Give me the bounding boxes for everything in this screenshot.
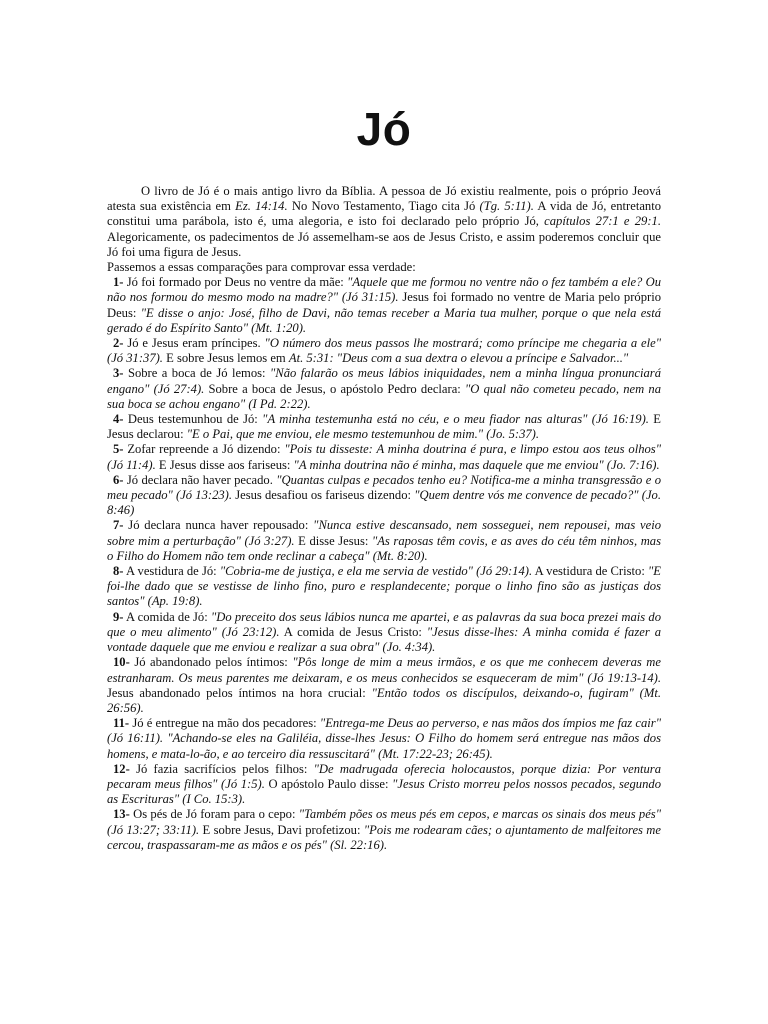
item-text: Jó declara não haver pecado. bbox=[123, 472, 277, 487]
item-quote: "Pois tu disseste: A minha doutrina é pura, e limpo estou aos teus olhos" (Jó 11:4). bbox=[107, 442, 661, 472]
item-quote: "O qual não cometeu pecado, nem na sua boca se achou engano" (I Pd. 2:22). bbox=[107, 381, 661, 411]
item-quote: "Também pões os meus pés em cepos, e marcas os sinais dos meus pés" (Jó 13:27; 33:11). bbox=[107, 807, 661, 837]
comparison-item bbox=[107, 564, 661, 610]
comparison-item bbox=[107, 518, 661, 564]
item-text: A vestidura de Jó: bbox=[123, 564, 220, 579]
item-text: A comida de Jesus Cristo: bbox=[279, 624, 427, 639]
comparison-item bbox=[107, 473, 661, 519]
item-number: 8- bbox=[113, 564, 124, 579]
item-text: Jó fazia sacrifícios pelos filhos: bbox=[129, 761, 314, 776]
item-quote: "E foi-lhe dado que se vestisse de linho fino, puro e resplandecente; porque o linho fino são as justiças dos santos" (Ap. 19:8). bbox=[107, 564, 661, 609]
item-quote: "Pôs longe de mim a meus irmãos, e os que me conhecem deveras me estranharam. Os meus parentes me deixaram, e os meus conhecidos se esqueceram de mim" (Jó 19:13-14). bbox=[107, 655, 661, 685]
comparison-item bbox=[107, 655, 661, 716]
item-quote: "Quantas culpas e pecados tenho eu? Notifica-me a minha transgressão e o meu pecado" (Jó 13:23). bbox=[107, 472, 661, 503]
item-number: 3- bbox=[113, 366, 124, 381]
item-quote: "Do preceito dos seus lábios nunca me apartei, e as palavras da sua boca prezei mais do que o meu alimento" (Jó 23:12). bbox=[107, 609, 661, 639]
item-number: 4- bbox=[113, 412, 124, 427]
item-quote: At. 5:31: "Deus com a sua dextra o elevou a príncipe e Salvador..." bbox=[288, 351, 629, 366]
intro-text: Alegoricamente, os padecimentos de Jó assemelham-se aos de Jesus Cristo, e assim poderemos concluir que Jó foi uma figura de Jesus. bbox=[107, 229, 661, 259]
item-text: Deus testemunhou de Jó: bbox=[123, 412, 263, 427]
comparison-item bbox=[107, 275, 661, 336]
comparison-item bbox=[107, 807, 661, 853]
item-text: Jó declara nunca haver repousado: bbox=[123, 518, 314, 533]
item-quote: "Não falarão os meus lábios iniquidades, nem a minha língua pronunciará engano" (Jó 27:4). bbox=[107, 366, 662, 396]
item-number: 9- bbox=[113, 609, 124, 624]
intro-text: O livro de Jó é o mais antigo livro da Bíblia. A pessoa de Jó existiu realmente, pois o próprio Jeová atesta sua existência em bbox=[107, 184, 661, 214]
item-text: Sobre a boca de Jesus, o apóstolo Pedro declara: bbox=[204, 381, 465, 396]
item-quote: "A minha doutrina não é minha, mas daquele que me enviou" (Jo. 7:16). bbox=[293, 457, 660, 472]
item-quote: "E disse o anjo: José, filho de Davi, não temas receber a Maria tua mulher, porque o que nela está gerado é do Espírito Santo" (Mt. 1:20). bbox=[107, 305, 662, 335]
item-number: 11- bbox=[113, 716, 130, 731]
item-number: 7- bbox=[113, 518, 124, 533]
item-text: Sobre a boca de Jó lemos: bbox=[123, 366, 270, 381]
comparison-list bbox=[107, 275, 661, 853]
item-text: Jó é entregue na mão dos pecadores: bbox=[129, 716, 320, 731]
item-text: A comida de Jó: bbox=[123, 609, 211, 624]
item-text: E disse Jesus: bbox=[294, 533, 372, 548]
intro-text: No Novo Testamento, Tiago cita Jó bbox=[287, 199, 480, 214]
comparison-item bbox=[107, 336, 661, 366]
comparison-item bbox=[107, 610, 661, 656]
item-quote: "O número dos meus passos lhe mostrará; como príncipe me chegaria a ele" (Jó 31:37). bbox=[107, 336, 662, 366]
item-text: Jesus foi formado no ventre de Maria pelo próprio Deus: bbox=[107, 290, 661, 320]
item-quote: "Pois me rodearam cães; o ajuntamento de malfeitores me cercou, traspassaram-me as mãos e os pés" (Sl. 22:16). bbox=[107, 822, 661, 852]
item-quote: "E o Pai, que me enviou, ele mesmo testemunhou de mim." (Jo. 5:37). bbox=[186, 427, 540, 442]
item-text: Jesus desafiou os fariseus dizendo: bbox=[232, 488, 415, 503]
comparison-item bbox=[107, 442, 661, 472]
comparison-item bbox=[107, 412, 661, 442]
item-text: E Jesus declarou: bbox=[107, 412, 661, 442]
item-text: E sobre Jesus, Davi profetizou: bbox=[199, 822, 364, 837]
intro-paragraph bbox=[107, 184, 661, 260]
item-quote: "Achando-se eles na Galiléia, disse-lhes Jesus: O Filho do homem será entregue nas mãos dos homens, e mata-lo-ão, e ao terceiro dia ressuscitará" (Mt. 17:22-23; 26:45). bbox=[107, 731, 661, 761]
item-text: Jó abandonado pelos íntimos: bbox=[129, 655, 293, 670]
item-text: Jesus abandonado pelos íntimos na hora crucial: bbox=[107, 685, 372, 700]
lead-sentence: Passemos a essas comparações para comprovar essa verdade: bbox=[107, 260, 416, 275]
item-quote: "Jesus disse-lhes: A minha comida é fazer a vontade daquele que me enviou e realizar a sua obra" (Jo. 4:34). bbox=[107, 624, 662, 655]
intro-text: A vida de Jó, entretanto constitui uma parábola, isto é, uma alegoria, e isto foi declarado pelo próprio Jó, bbox=[107, 199, 661, 229]
item-text: Zofar repreende a Jó dizendo: bbox=[123, 442, 285, 457]
item-number: 5- bbox=[113, 442, 124, 457]
item-text: Jó foi formado por Deus no ventre da mãe: bbox=[123, 275, 348, 290]
item-number: 13- bbox=[113, 807, 130, 822]
intro-reference: Ez. 14:14. bbox=[235, 199, 288, 214]
comparison-item bbox=[107, 762, 661, 808]
item-quote: "As raposas têm covis, e as aves do céu têm ninhos, mas o Filho do Homem não tem onde reclinar a cabeça" (Mt. 8:20). bbox=[107, 533, 661, 563]
comparison-item bbox=[107, 366, 661, 412]
item-quote: "Jesus Cristo morreu pelos nossos pecados, segundo as Escrituras" (I Co. 15:3). bbox=[107, 776, 661, 807]
item-text: Jó e Jesus eram príncipes. bbox=[123, 336, 265, 351]
item-number: 12- bbox=[113, 761, 130, 776]
item-quote: "Aquele que me formou no ventre não o fez também a ele? Ou não nos formou do mesmo modo na madre?" (Jó 31:15). bbox=[107, 275, 662, 305]
document-body bbox=[107, 184, 661, 853]
item-quote: "De madrugada oferecia holocaustos, porque dizia: Por ventura pecaram meus filhos" (Jó 1:5). bbox=[107, 761, 661, 791]
item-number: 2- bbox=[113, 336, 124, 351]
intro-reference: (Tg. 5:11). bbox=[479, 199, 534, 214]
comparison-item bbox=[107, 716, 661, 762]
item-text: O apóstolo Paulo disse: bbox=[264, 776, 393, 791]
item-quote: "Nunca estive descansado, nem sosseguei, nem repousei, mas veio sobre mim a perturbação" (Jó 3:27). bbox=[107, 518, 662, 548]
item-text: E sobre Jesus lemos em bbox=[162, 351, 289, 366]
item-number: 1- bbox=[113, 275, 124, 290]
item-number: 6- bbox=[113, 472, 124, 487]
item-text: E Jesus disse aos fariseus: bbox=[155, 457, 294, 472]
item-quote: "Então todos os discípulos, deixando-o, fugiram" (Mt. 26:56). bbox=[107, 685, 662, 715]
page-title: Jó bbox=[356, 103, 412, 155]
item-quote: "Entrega-me Deus ao perverso, e nas mãos dos ímpios me faz cair" (Jó 16:11). bbox=[107, 716, 661, 746]
item-quote: "A minha testemunha está no céu, e o meu fiador nas alturas" (Jó 16:19). bbox=[262, 412, 649, 427]
intro-reference: capítulos 27:1 e 29:1. bbox=[544, 214, 661, 229]
item-text: A vestidura de Cristo: bbox=[532, 564, 648, 579]
item-number: 10- bbox=[113, 655, 130, 670]
item-quote: "Quem dentre vós me convence de pecado?" (Jo. 8:46) bbox=[107, 488, 661, 518]
item-quote: "Cobria-me de justiça, e ela me servia de vestido" (Jó 29:14). bbox=[219, 564, 533, 579]
item-text: Os pés de Jó foram para o cepo: bbox=[129, 807, 299, 822]
